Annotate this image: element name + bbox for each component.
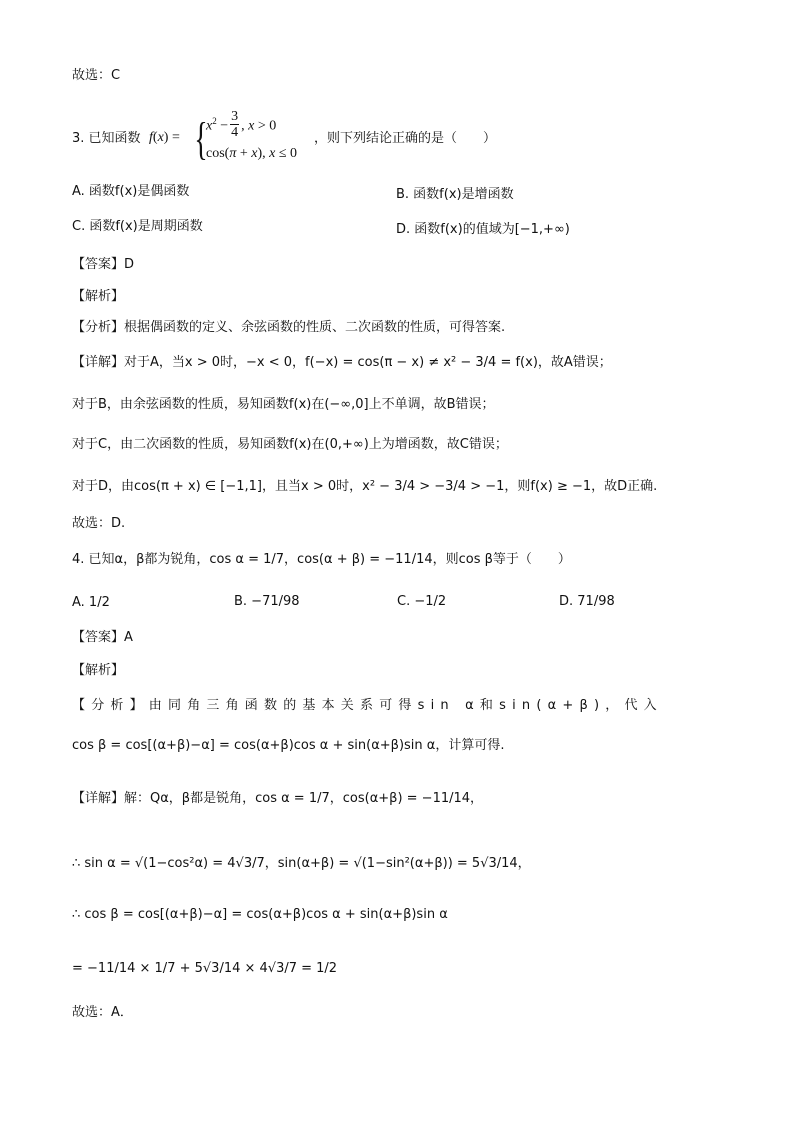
q3-result: 故选：D. — [72, 516, 126, 531]
q3-option-c: C. 函数f(x)是周期函数 — [72, 219, 203, 234]
q3-option-b: B. 函数f(x)是增函数 — [396, 187, 514, 202]
piecewise-brace: { — [194, 113, 208, 164]
q4-answer: 【答案】A — [72, 630, 133, 645]
q3-fx-label: f(x) = — [149, 130, 180, 145]
q3-option-d: D. 函数f(x)的值域为[−1,+∞) — [396, 222, 570, 237]
q3-fenxi: 【分析】根据偶函数的定义、余弦函数的性质、二次函数的性质，可得答案. — [72, 320, 506, 335]
q3-piece-1: $x^2$ − $\frac{3}{4}$ , x > 0 — [206, 108, 277, 140]
q3-detail-c: 对于C，由二次函数的性质，易知函数f(x)在(0,+∞)上为增函数，故C错误； — [72, 437, 508, 452]
q4-detail-1: 【详解】解：Qα，β都是锐角，cos α = 1/7，cos(α+β) = −11/14， — [72, 791, 484, 806]
q4-analysis-title: 【解析】 — [72, 663, 125, 678]
q3-stem-suffix: ，则下列结论正确的是（ ） — [314, 131, 497, 146]
q3-stem-prefix: 3. 已知函数 — [72, 131, 141, 146]
q3-analysis-title: 【解析】 — [72, 289, 125, 304]
q4-detail-3: ∴ cos β = cos[(α+β)−α] = cos(α+β)cos α + sin(α+β)sin α — [72, 907, 448, 922]
q4-detail-2: ∴ sin α = √(1−cos²α) = 4√3/7，sin(α+β) = √(1−sin²(α+β)) = 5√3/14， — [72, 856, 531, 871]
q4-fenxi-formula: cos β = cos[(α+β)−α] = cos(α+β)cos α + sin(α+β)sin α，计算可得. — [72, 738, 505, 753]
q4-option-d: D. 71/98 — [559, 594, 615, 609]
q4-stem: 4. 已知α，β都为锐角，cos α = 1/7，cos(α + β) = −11/14，则cos β等于（ ） — [72, 552, 571, 567]
q4-option-a: A. 1/2 — [72, 595, 110, 610]
q4-fenxi: 【分析】由同角三角函数的基本关系可得sin α和sin(α+β)，代入 — [72, 698, 663, 713]
q3-detail-b: 对于B，由余弦函数的性质，易知函数f(x)在(−∞,0]上不单调，故B错误； — [72, 397, 495, 412]
q3-detail-a: 【详解】对于A，当x > 0时，−x < 0，f(−x) = cos(π − x) ≠ x² − 3/4 = f(x)，故A错误； — [72, 355, 612, 370]
q3-option-a: A. 函数f(x)是偶函数 — [72, 184, 190, 199]
q4-detail-4: = −11/14 × 1/7 + 5√3/14 × 4√3/7 = 1/2 — [72, 961, 338, 976]
prev-answer-line: 故选：C — [72, 68, 121, 83]
q4-result: 故选：A． — [72, 1005, 133, 1020]
q3-piece-2: cos(π + x), x ≤ 0 — [206, 146, 298, 161]
q4-option-b: B. −71/98 — [234, 594, 300, 609]
q3-detail-d: 对于D，由cos(π + x) ∈ [−1,1]，且当x > 0时，x² − 3/4 > −3/4 > −1，则f(x) ≥ −1，故D正确. — [72, 479, 658, 494]
q4-option-c: C. −1/2 — [397, 594, 447, 609]
q3-answer: 【答案】D — [72, 257, 135, 272]
